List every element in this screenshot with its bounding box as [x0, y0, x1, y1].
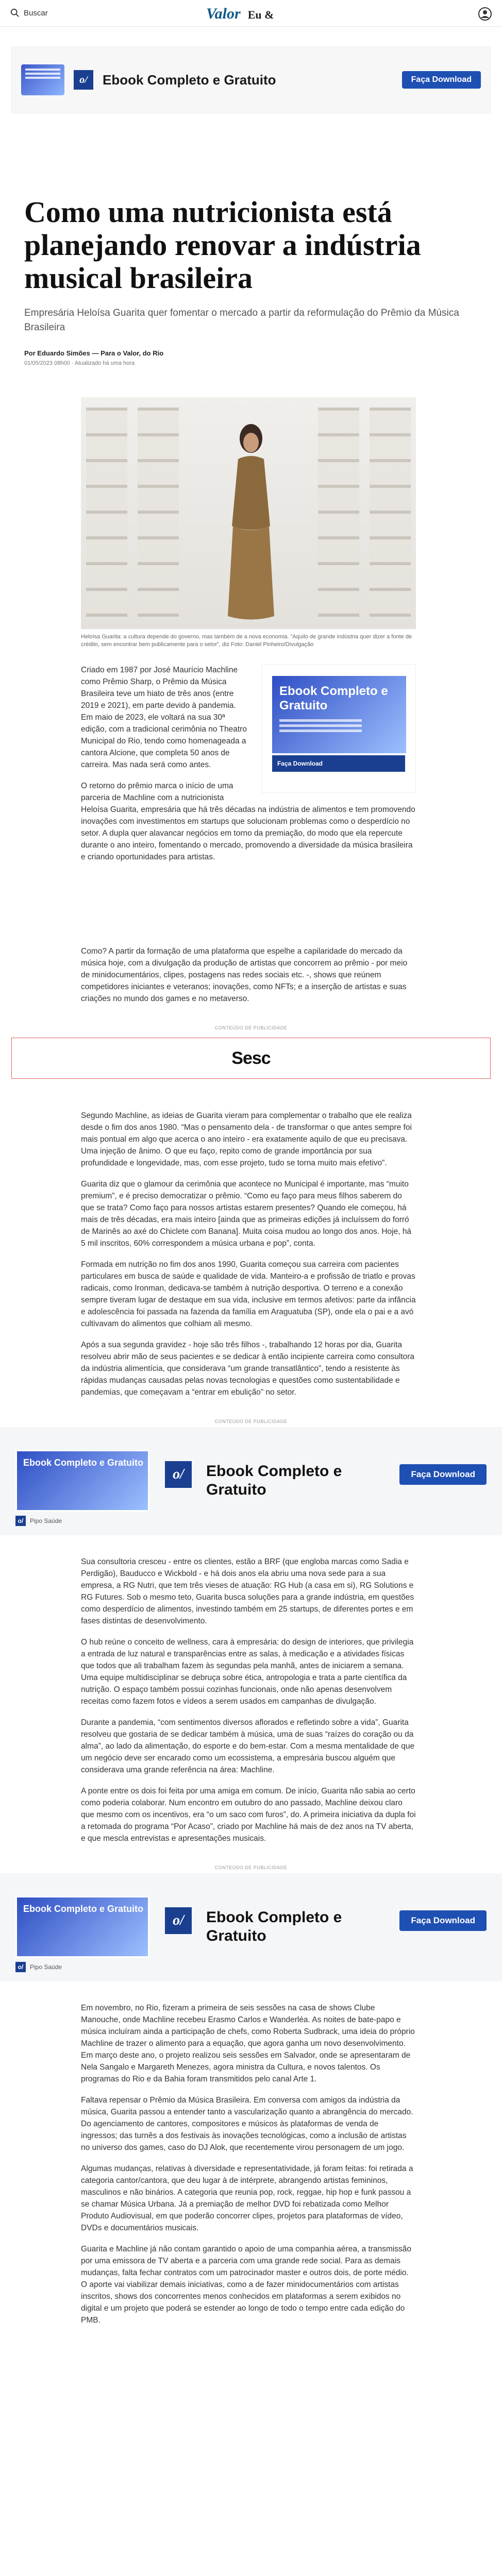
article-body-2 — [81, 1110, 416, 1398]
paragraph: Guarita e Machline já não contam garantido o apoio de uma companhia aérea, a transmissão por uma emissora de TV aberta e a parceria com uma grande rede social. Para as demais mudanças, falta fechar contratos com um patrocinador master e outros dois, de porte médio. O aporte vai viabilizar demais iniciativas, como a de fazer minidocumentários com artistas inscritos, shows dos concorrentes menos conhecidos em plataformas a serem exibidos no digital e um projeto que poderá se estender ao longo de todo o tempo entre cada edição do PMB. — [81, 2245, 412, 2325]
brand-logo: Valor — [206, 5, 241, 22]
advertiser-logo: o/ — [165, 1461, 192, 1488]
article-body-3 — [81, 1556, 416, 1844]
paragraph: Em novembro, no Rio, fizeram a primeira de seis sessões na casa de shows Clube Manouche, onde Machline recebeu Erasmo Carlos e Wanderléa. As noites de bate-papo e música incluíram ainda a participação de chefs, como Roberta Sudbrack, uma ideia do próprio Machline de trazer o alimento para a equação, que agora ganha um novo desenvolvimento. Em março deste ano, o projeto realizou seis sessões em Salvador, onde se apresentaram de Nela Sangalo e Margareth Menezes, agora ministra da Cultura, e novos talentos. Os programas do Rio e da Bahia foram transmitidos pelo canal Arte 1. — [81, 2004, 415, 2083]
paragraph: Segundo Machline, as ideias de Guarita vieram para complementar o trabalho que ele realiza desde o fim dos anos 1980. “Mas o pensamento dela - de transformar o que antes sempre foi mais pontual em algo que acerca o ano inteiro - era exatamente aquilo de que eu precisava. Uma injeção de ânimo. O que eu faço, repito como de grande importância por sua profundidade e longevidade, mas, com esse projeto, tudo se torna muito mais efetivo”. — [81, 1111, 412, 1167]
inline-ad-cta[interactable]: Faça Download — [272, 755, 405, 772]
wide-ad-title: Ebook Completo e Gratuito — [206, 1463, 342, 1498]
paragraph: Algumas mudanças, relativas à diversidade e representatividade, já foram feitas: foi retirada a categoria cantor/cantora, que deu lugar à de intérprete, abrangendo artistas femininos, masculinos e não binários. A categoria que reunia pop, rock, reggae, hip hop e funk passou a se chamar Música Urbana. Já a premiação de melhor DVD foi rebatizada como Melhor Produto Audiovisual, em que poderão concorrer clipes, projetos para plataformas de vídeo, DVDs e documentários musicais. — [81, 2164, 413, 2232]
sesc-logo: Sesc — [231, 1048, 271, 1068]
advertiser-logo: o/ — [165, 1907, 192, 1934]
paragraph: Durante a pandemia, “com sentimentos diversos aflorados e refletindo sobre a vida”, Guarita resolveu que gostaria de se dedicar também à música, uma de suas “raízes do coração ou da alma”, ao lado da alimentação, do esporte e do bem-estar. Com a mesma mentalidade de que um negócio deve ser encarado como um ecossistema, a empresária buscou alguém que considerava uma grande referência na área: Machline. — [81, 1718, 415, 1774]
article-byline: Por Eduardo Simões — Para o Valor, do Rio — [24, 349, 164, 357]
wide-ad-cover — [15, 1450, 149, 1512]
top-bar — [0, 0, 502, 27]
wide-ad-brand-name: Pipo Saúde — [30, 1963, 62, 1971]
paragraph: Faltava repensar o Prêmio da Música Brasileira. Em conversa com amigos da indústria da música, Guarita passou a entender tanto a vascularização quanto a abrangência do mercado. Do agenciamento de cantores, compositores e músicos às plataformas de venda de ingressos; das turnês a dos festivais às inovações tecnológicas, como a inclusão de artistas no universo dos games, caso do DJ Alok, que recentemente virou personagem de um jogo. — [81, 2096, 413, 2152]
paragraph: O hub reúne o conceito de wellness, cara à empresária: do design de interiores, que privilegia a entrada de luz natural e transparências entre as salas, à medicação e a atividades físicas que todos que ali trabalham fazem às segundas pela manhã, antes de iniciarem a semana. Uma equipe multidisciplinar se debruça sobre ética, antropologia e trata a parte científica da nutrição. O espaço também possui cozinhas funcionais, onde não apenas desenvolvem receitas como fazem fotos e vídeos a serem usados em campanhas de divulgação. — [81, 1638, 414, 1706]
section-name: Eu & — [247, 8, 274, 21]
article-body-1 — [81, 664, 416, 1005]
article-deck: Empresária Heloísa Guarita quer fomentar o mercado a partir da reformulação do Prêmio da Música Brasileira — [24, 308, 459, 333]
search-label: Buscar — [24, 8, 48, 18]
article-body-4 — [81, 2002, 416, 2326]
lead-photo — [81, 397, 416, 629]
paragraph: Como? A partir da formação de uma plataforma que espelhe a capilaridade do mercado da música hoje, com a divulgação da produção de artistas que concorrem ao prêmio - por meio de minidocumentários, clipes, postagens nas redes sociais etc. -, shows que reúnem competidores iniciantes e veteranos; inovações, como NFTs; e a inserção de artistas e suas criações no mundo dos games e no metaverso. — [81, 947, 408, 1003]
wide-ad-brand-name: Pipo Saúde — [30, 1517, 62, 1524]
paragraph: A ponte entre os dois foi feita por uma amiga em comum. De início, Guarita não sabia ao certo como poderia colaborar. Num encontro em outubro do ano passado, Machline deixou claro que mesmo com os incentivos, era “o um saco com furos”, do. A primeira iniciativa da dupla foi a retomada do programa “Por Acaso”, criado por Machline há mais de dez anos na TV aberta, e que mescla entrevistas e apresentações musicais. — [81, 1787, 416, 1843]
search-icon — [10, 8, 20, 18]
paragraph: Sua consultoria cresceu - entre os clientes, estão a BRF (que engloba marcas como Sadia e Perdigão), Bauducco e Wickbold - e há dois anos ela abriu uma nova sede para a sua empresa, a RG Nutri, que tem três vieses de atuação: RG Hub (a casa em si), RG Solutions e RG Futures. Sob o mesmo teto, Guarita busca soluções para a grande indústria, em questões como desperdício de alimentos, investindo também em 25 startups, de diferentes portes e em fases distintas de desenvolvimento. — [81, 1557, 414, 1625]
ad-label: CONTEÚDO DE PUBLICIDADE — [214, 1865, 288, 1870]
paragraph: Após a sua segunda gravidez - hoje são três filhos -, trabalhando 12 horas por dia, Guarita resolveu abrir mão de seus pacientes e se dedicar à então incipiente carreira como consultora da indústria alimentícia, que considerava “um grande transatlântico”, tendo a resistente às rápidas mudanças causadas pelas novas tecnologias e questões como sustentabilidade e pandemias, que começavam a “entrar em ebulição” no setor. — [81, 1341, 415, 1397]
brand-home-link[interactable] — [206, 5, 274, 23]
wide-ad-title: Ebook Completo e Gratuito — [206, 1909, 342, 1944]
sesc-ad[interactable] — [11, 1038, 491, 1079]
wide-ad-brand: o/ Pipo Saúde — [15, 1962, 62, 1972]
article-date: 01/05/2023 08h00 · Atualizado há uma hora — [24, 360, 135, 366]
wide-ad-brand: o/ Pipo Saúde — [15, 1516, 62, 1526]
article — [24, 196, 478, 1005]
article-title: Como uma nutricionista está planejando renovar a indústria musical brasileira — [24, 195, 421, 295]
wide-ad-1[interactable] — [0, 1427, 502, 1535]
inline-ad[interactable] — [261, 664, 416, 793]
photo-caption: Heloísa Guarita: a cultura depende do governo, mas também de a nova economia. “Aquilo de grande indústria quer dizer a fonte de crédito, sem encontrar bem publicamente para o setor”, diz Foto: Daniel Pinheiro/Divulgação — [81, 634, 412, 648]
advertiser-logo: o/ — [74, 70, 93, 90]
search-button[interactable] — [10, 8, 48, 18]
paragraph: Guarita diz que o glamour da cerimônia que acontece no Municipal é importante, mas “muito premium”, e é preciso democratizar o prêmio. “Como eu faço para meus filhos saberem do que se trata? Como faço para nossos artistas estarem presentes? Quando ele começou, há mais de três décadas, era mais inteiro [ainda que as primeiras edições já incluíssem do forró de Marinês ao axé do Chiclete com Banana]. Muita coisa mudou ao longo dos anos. Hoje, há 5 mil inscritos, 60% correspondem a música urbana e pop”, conta. — [81, 1180, 412, 1248]
ad-title: Ebook Completo e Gratuito — [103, 72, 276, 88]
ad-label: CONTEÚDO DE PUBLICIDADE — [214, 1025, 288, 1030]
inline-ad-title: Ebook Completo e Gratuito — [279, 684, 388, 713]
paragraph: Criado em 1987 por José Maurício Machline como Prêmio Sharp, o Prêmio da Música Brasileira teve um hiato de três anos (entre 2019 e 2021), em parte devido à pandemia. Em maio de 2023, ele voltará na sua 30ª edição, com a tradicional cerimônia no Theatro Municipal do Rio, tendo como homenageada a cantora Alcione, que completa 50 anos de carreira. Mas nada será como antes. — [81, 666, 247, 769]
paragraph: Formada em nutrição no fim dos anos 1990, Guarita começou sua carreira com pacientes particulares em busca de saúde e qualidade de vida. Manteiro-a e profissão de triatlo e provas radicais, como Ironman, dedicava-se também à nutrição desportiva. O terreno e a conexão sempre tiveram lugar de destaque em sua vida, inclusive em termos afetivos: parte da infância e adolescência foi passada na fazenda da família em Araguatuba (SP), onde ela o pai e a avó cultivavam do alimentos que colhiam ali mesmo. — [81, 1260, 416, 1328]
ebook-cover-image — [21, 64, 64, 95]
download-button[interactable]: Faça Download — [399, 1464, 487, 1485]
paragraph: O retorno do prêmio marca o início de uma parceria de Machline com a nutricionista Heloísa Guarita, empresária que há três décadas na indústria de alimentos e tem promovendo inovações com investimentos em startups que solucionam problemas como o desperdício no setor. A dupla quer alavancar negócios em torno da premiação, do modo que ela repercute durante o ano inteiro, fomentando o mercado, promovendo a diversidade da música brasileira e criando oportunidades para artistas. — [81, 782, 415, 861]
user-account-icon[interactable] — [478, 7, 492, 21]
wide-ad-cover — [15, 1896, 149, 1958]
wide-ad-cover-title: Ebook Completo e Gratuito — [23, 1458, 144, 1468]
download-button[interactable]: Faça Download — [399, 1910, 487, 1931]
top-ad-banner[interactable] — [11, 46, 491, 113]
download-button[interactable]: Faça Download — [402, 71, 481, 89]
wide-ad-2[interactable] — [0, 1873, 502, 1981]
wide-ad-cover-title: Ebook Completo e Gratuito — [23, 1904, 144, 1914]
ad-label: CONTEÚDO DE PUBLICIDADE — [214, 1419, 288, 1424]
person-figure — [223, 418, 279, 624]
